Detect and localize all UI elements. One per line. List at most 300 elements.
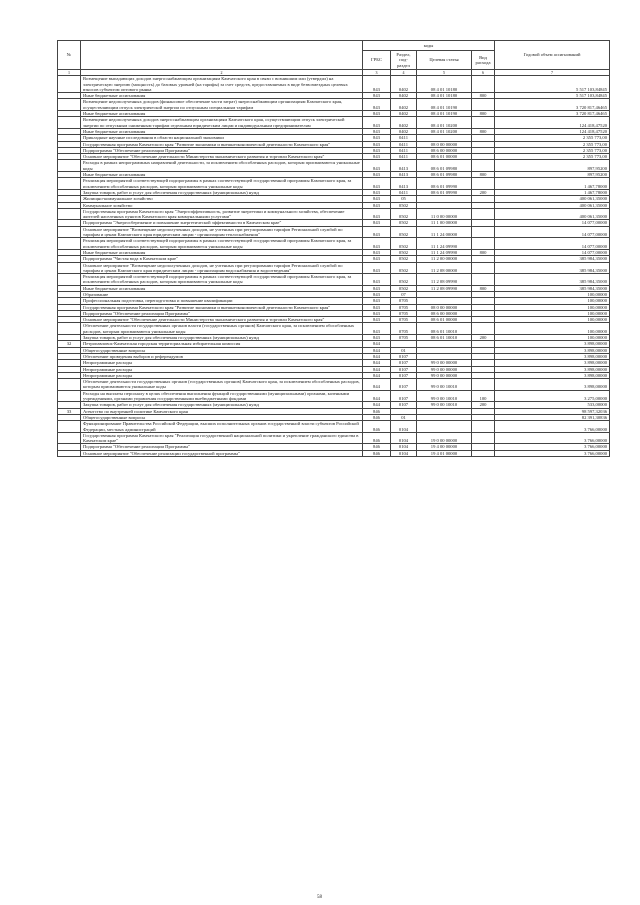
row-expense-type: [472, 208, 495, 220]
row-target-article: 11 0 00 00000: [417, 208, 472, 220]
row-name: Профессиональная подготовка, переподготовка и повышение квалификации: [81, 298, 363, 304]
row-name: Государственная программа Камчатского края "Энергоэффективность, развитие энергетики и коммунального хозяйства, обеспечение жителей населенных пунктов Камчатского края коммунальными услугами": [81, 208, 363, 220]
row-amount: 3 766,00000: [495, 450, 610, 456]
row-target-article: 08 4 01 10190: [417, 111, 472, 117]
row-grbs: 844: [363, 341, 391, 347]
table-row: [58, 238, 610, 250]
header-codes-group: коды: [363, 41, 495, 51]
row-grbs: 846: [363, 444, 391, 450]
row-amount: 385 984,35000: [495, 262, 610, 274]
row-target-article: 08 0 00 00000: [417, 304, 472, 310]
row-name: Непрограммные расходы: [81, 360, 363, 366]
row-name: Жилищно-коммунальное хозяйство: [81, 196, 363, 202]
row-amount: 1 467,78000: [495, 178, 610, 190]
row-section: 0411: [391, 135, 417, 141]
table-body: [58, 76, 610, 457]
row-grbs: 843: [363, 335, 391, 341]
row-expense-type: [472, 379, 495, 391]
row-target-article: 99 0 00 00000: [417, 360, 472, 366]
row-section: 0402: [391, 117, 417, 129]
row-section: 0411: [391, 141, 417, 147]
row-expense-type: 800: [472, 172, 495, 178]
row-target-article: 11 1 00 00000: [417, 220, 472, 226]
table-row: [58, 76, 610, 93]
row-grbs: 844: [363, 379, 391, 391]
row-grbs: 846: [363, 414, 391, 420]
row-name: Государственная программа Камчатского края "Развитие экономики и внешнеэкономической деятельности Камчатского края": [81, 141, 363, 147]
row-grbs: 844: [363, 347, 391, 353]
row-name: Расходы на выплаты персоналу в целях обеспечения выполнения функций государственными (муниципальными) органами, казенными учреждениями, органами управления государственными внебюджетными фондами: [81, 390, 363, 402]
row-target-article: 99 0 00 10010: [417, 390, 472, 402]
row-target-article: 19 4 01 00000: [417, 450, 472, 456]
row-number: [58, 390, 81, 402]
row-name: Реализация мероприятий соответствующей подпрограммы в рамках соответствующей государственной программы Камчатского края, за исключением обособленных расходов, которым присваиваются уникальные коды: [81, 238, 363, 250]
row-expense-type: 800: [472, 285, 495, 291]
row-grbs: 843: [363, 111, 391, 117]
header-num: №: [58, 41, 81, 70]
row-section: 0705: [391, 310, 417, 316]
row-name: Функционирование Правительства Российской Федерации, высших исполнительных органов государственной власти субъектов Российской Федерации, местных администраций: [81, 421, 363, 433]
row-grbs: 843: [363, 249, 391, 255]
row-name: Основное мероприятие "Обеспечение деятельности Министерства экономического развития и торговли Камчатского края": [81, 154, 363, 160]
row-amount: 3 720 817,46465: [495, 99, 610, 111]
row-name: Основное мероприятие "Обеспечение реализации государственной программы": [81, 450, 363, 456]
row-number: [58, 274, 81, 286]
row-amount: 3 898,00000: [495, 360, 610, 366]
row-amount: 100,00000: [495, 317, 610, 323]
row-name: Иные бюджетные ассигнования: [81, 111, 363, 117]
row-grbs: 843: [363, 154, 391, 160]
row-amount: 2 355 773,00: [495, 141, 610, 147]
row-name: Подпрограмма "Чистая вода в Камчатском крае": [81, 256, 363, 262]
row-grbs: 843: [363, 220, 391, 226]
row-section: 0107: [391, 379, 417, 391]
row-name: Государственная программа Камчатского края "Развитие экономики и внешнеэкономической деятельности Камчатского края": [81, 304, 363, 310]
row-amount: 3 720 817,46465: [495, 111, 610, 117]
row-number: [58, 117, 81, 129]
row-number: [58, 450, 81, 456]
row-amount: 5 517 103,84845: [495, 93, 610, 99]
row-target-article: 19 4 00 00000: [417, 444, 472, 450]
row-grbs: 843: [363, 256, 391, 262]
row-target-article: 08 0 00 00000: [417, 141, 472, 147]
row-target-article: 08 4 01 10180: [417, 76, 472, 93]
row-name: Реализация мероприятий соответствующей подпрограммы в рамках соответствующей государственной программы Камчатского края, за исключением обособленных расходов, которым присваиваются уникальные коды: [81, 178, 363, 190]
row-name: Прикладные научные исследования в области национальной экономики: [81, 135, 363, 141]
row-name: Основное мероприятие "Возмещение недополученных доходов, не учтенных при регулировании тарифов Региональной службой по тарифам и ценам Камчатского края юридическим лицам - организациям водоснабжения и водоотведения": [81, 262, 363, 274]
row-name: Реализация мероприятий соответствующей подпрограммы в рамках соответствующей государственной программы Камчатского края, за исключением обособленных расходов, которым присваиваются уникальные коды: [81, 274, 363, 286]
budget-table-sheet: [57, 40, 609, 457]
row-name: Обеспечение деятельности государственных органов (государственных органов) Камчатского края, за исключением обособленных расходов, которым присваиваются уникальные коды: [81, 379, 363, 391]
row-target-article: 08 4 01 10200: [417, 128, 472, 134]
row-expense-type: [472, 117, 495, 129]
row-expense-type: [472, 323, 495, 335]
row-section: 0413: [391, 178, 417, 190]
row-target-article: 11 2 08 09990: [417, 274, 472, 286]
row-target-article: 11 2 08 09990: [417, 285, 472, 291]
row-expense-type: 200: [472, 189, 495, 195]
row-amount: 400 061,35000: [495, 208, 610, 220]
row-name: Петропавловск-Камчатская городская территориальная избирательная комиссия: [81, 341, 363, 347]
row-amount: 82 391,30836: [495, 414, 610, 420]
row-name: Подпрограмма "Обеспечение реализации Программы": [81, 147, 363, 153]
row-target-article: 08 6 01 00000: [417, 317, 472, 323]
row-section: 0107: [391, 372, 417, 378]
row-amount: 14 077,00000: [495, 220, 610, 226]
row-grbs: 843: [363, 117, 391, 129]
row-section: 01: [391, 347, 417, 353]
row-target-article: 99 0 00 10010: [417, 379, 472, 391]
row-amount: 14 077,00000: [495, 249, 610, 255]
header-target: Целевая статья: [417, 51, 472, 70]
row-amount: 3 766,00000: [495, 421, 610, 433]
header-index: 1: [58, 70, 81, 76]
row-target-article: 08 4 01 10180: [417, 93, 472, 99]
row-amount: 124 418,47520: [495, 128, 610, 134]
row-section: 0502: [391, 202, 417, 208]
row-section: 0402: [391, 111, 417, 117]
row-amount: 14 077,00000: [495, 238, 610, 250]
row-grbs: 843: [363, 202, 391, 208]
row-grbs: 843: [363, 310, 391, 316]
header-index: 7: [495, 70, 610, 76]
row-amount: 100,00000: [495, 304, 610, 310]
row-amount: 14 077,00000: [495, 226, 610, 238]
row-target-article: 08 6 01 10010: [417, 335, 472, 341]
row-grbs: 843: [363, 141, 391, 147]
row-grbs: 843: [363, 226, 391, 238]
row-section: 0107: [391, 360, 417, 366]
row-amount: 5 517 103,84845: [495, 76, 610, 93]
row-target-article: 11 2 08 00000: [417, 262, 472, 274]
row-grbs: 843: [363, 285, 391, 291]
row-section: 0402: [391, 128, 417, 134]
row-expense-type: [472, 76, 495, 93]
row-grbs: 843: [363, 178, 391, 190]
row-section: 0402: [391, 99, 417, 111]
row-expense-type: 800: [472, 249, 495, 255]
row-number: [58, 421, 81, 433]
row-name: Общегосударственные вопросы: [81, 347, 363, 353]
row-amount: 385 984,35000: [495, 285, 610, 291]
row-amount: 533,00000: [495, 402, 610, 408]
row-name: Иные бюджетные ассигнования: [81, 172, 363, 178]
row-amount: 897,95200: [495, 160, 610, 172]
row-grbs: 846: [363, 421, 391, 433]
row-grbs: 844: [363, 360, 391, 366]
row-section: 0104: [391, 421, 417, 433]
row-number: [58, 432, 81, 444]
row-expense-type: [472, 99, 495, 111]
row-grbs: 846: [363, 408, 391, 414]
row-name: Возмещение недополученных доходов (финансовое обеспечение части затрат) энергоснабжающим организациям Камчатского края, осуществляющим отпуск электрической энергии по отпускным специальным тарифам: [81, 99, 363, 111]
row-section: 0502: [391, 274, 417, 286]
row-expense-type: 100: [472, 390, 495, 402]
row-name: Агентство по внутренней политике Камчатского края: [81, 408, 363, 414]
row-section: 0104: [391, 432, 417, 444]
table-row: [58, 432, 610, 444]
row-grbs: 844: [363, 353, 391, 359]
row-grbs: 843: [363, 189, 391, 195]
table-row: [58, 450, 610, 456]
row-name: Закупка товаров, работ и услуг для обеспечения государственных (муниципальных) нужд: [81, 402, 363, 408]
row-name: Непрограммные расходы: [81, 372, 363, 378]
row-section: 0705: [391, 298, 417, 304]
row-number: [58, 262, 81, 274]
row-amount: 100,00000: [495, 335, 610, 341]
row-target-article: 08 6 01 09990: [417, 178, 472, 190]
row-amount: 98 597,32036: [495, 408, 610, 414]
row-number: [58, 208, 81, 220]
row-target-article: 99 0 00 10010: [417, 402, 472, 408]
row-grbs: 843: [363, 274, 391, 286]
row-name: Подпрограмма "Энергосбережение и повышение энергетической эффективности в Камчатском крае": [81, 220, 363, 226]
row-amount: 3 898,00000: [495, 366, 610, 372]
row-name: Коммунальное хозяйство: [81, 202, 363, 208]
row-grbs: 843: [363, 298, 391, 304]
row-name: Иные бюджетные ассигнования: [81, 128, 363, 134]
row-target-article: 11 1 24 09990: [417, 238, 472, 250]
table-row: [58, 274, 610, 286]
row-amount: 3 898,00000: [495, 347, 610, 353]
row-number: 32: [58, 341, 81, 347]
row-section: 0107: [391, 366, 417, 372]
header-amount: Годовой объем ассигнований: [495, 41, 610, 70]
row-target-article: 11 1 24 00000: [417, 226, 472, 238]
row-amount: 124 418,47520: [495, 117, 610, 129]
row-target-article: 08 6 00 00000: [417, 310, 472, 316]
budget-table: [57, 40, 610, 457]
row-name: Общегосударственные вопросы: [81, 414, 363, 420]
table-row: [58, 262, 610, 274]
table-row: [58, 390, 610, 402]
row-name: Подпрограмма "Обеспечение реализации Программы": [81, 310, 363, 316]
row-name: Государственная программа Камчатского края "Реализация государственной национальной политики и укрепление гражданского единства в Камчатском крае": [81, 432, 363, 444]
row-target-article: 08 6 01 10010: [417, 323, 472, 335]
row-section: 0502: [391, 226, 417, 238]
row-expense-type: 800: [472, 111, 495, 117]
row-amount: 3 275,00000: [495, 390, 610, 402]
header-name: [81, 41, 363, 70]
row-section: 0402: [391, 93, 417, 99]
row-name: Иные бюджетные ассигнования: [81, 93, 363, 99]
row-amount: 385 984,35000: [495, 274, 610, 286]
row-expense-type: [472, 226, 495, 238]
row-number: [58, 160, 81, 172]
row-grbs: 844: [363, 402, 391, 408]
table-row: [58, 160, 610, 172]
header-index: 2: [81, 70, 363, 76]
row-target-article: 19 0 00 00000: [417, 432, 472, 444]
row-expense-type: [472, 274, 495, 286]
row-grbs: 843: [363, 208, 391, 220]
header-exp-type: Вид расхода: [472, 51, 495, 70]
row-section: 0402: [391, 76, 417, 93]
header-index: 4: [391, 70, 417, 76]
row-target-article: 11 1 24 09990: [417, 249, 472, 255]
row-expense-type: [472, 238, 495, 250]
row-section: 0502: [391, 285, 417, 291]
table-row: [58, 421, 610, 433]
row-section: 07: [391, 291, 417, 297]
row-grbs: 844: [363, 372, 391, 378]
row-target-article: 99 0 00 00000: [417, 366, 472, 372]
table-row: [58, 379, 610, 391]
row-amount: 100,00000: [495, 310, 610, 316]
row-expense-type: [472, 450, 495, 456]
row-expense-type: [472, 432, 495, 444]
header-index: 5: [417, 70, 472, 76]
row-number: [58, 238, 81, 250]
row-name: Обеспечение деятельности государственных органов власти (государственных органов) Камчатского края, за исключением обособленных расходов, которым присваиваются уникальные коды: [81, 323, 363, 335]
row-number: [58, 379, 81, 391]
table-row: [58, 99, 610, 111]
row-amount: 2 355 773,00: [495, 154, 610, 160]
table-row: [58, 117, 610, 129]
row-name: Закупка товаров, работ и услуг для обеспечения государственных (муниципальных) нужд: [81, 189, 363, 195]
row-expense-type: [472, 421, 495, 433]
row-amount: 400 061,35000: [495, 202, 610, 208]
header-grbs: ГРБС: [363, 51, 391, 70]
table-row: [58, 323, 610, 335]
row-section: 05: [391, 196, 417, 202]
row-section: 0104: [391, 444, 417, 450]
row-section: 01: [391, 414, 417, 420]
row-section: 0411: [391, 154, 417, 160]
row-section: 0502: [391, 220, 417, 226]
row-grbs: 843: [363, 317, 391, 323]
row-amount: 385 984,35000: [495, 256, 610, 262]
row-amount: 100,00000: [495, 291, 610, 297]
row-grbs: 843: [363, 262, 391, 274]
row-name: Образование: [81, 291, 363, 297]
row-section: 0104: [391, 450, 417, 456]
row-target-article: 08 6 01 09980: [417, 160, 472, 172]
row-name: Обеспечение проведения выборов и референдумов: [81, 353, 363, 359]
row-grbs: 846: [363, 450, 391, 456]
row-section: 0411: [391, 189, 417, 195]
row-expense-type: [472, 160, 495, 172]
row-section: 0705: [391, 335, 417, 341]
row-name: Возмещение выпадающих доходов энергоснабжающим организациям Камчатского края в связи с возникшим или (утвердил) на электрическую энергию (мощность) до базовых уровней (на тарифы) за счет средств, предоставляемых в виде безвозмездных целевых взносов субъектом оптового рынка: [81, 76, 363, 93]
row-name: Возмещение недополученных доходов энергоснабжающим организациям Камчатского края, осуществляющим отпуск электрической энергии по отпускным сниженным тарифам отдельным юридическим лицам и индивидуальным предпринимателям: [81, 117, 363, 129]
row-target-article: 08 6 01 00000: [417, 154, 472, 160]
header-section: Раздел, под-раздел: [391, 51, 417, 70]
row-grbs: 843: [363, 196, 391, 202]
row-grbs: 846: [363, 432, 391, 444]
row-amount: 3 766,00000: [495, 432, 610, 444]
row-number: [58, 76, 81, 93]
row-section: 0107: [391, 402, 417, 408]
row-grbs: 843: [363, 160, 391, 172]
row-amount: 3 898,00000: [495, 379, 610, 391]
row-expense-type: [472, 262, 495, 274]
row-grbs: 843: [363, 238, 391, 250]
row-grbs: 844: [363, 366, 391, 372]
row-name: Основное мероприятие "Возмещение недополученных доходов, не учтенных при регулировании тарифов Региональной службой по тарифам и ценам Камчатского края юридическим лицам - организациям теплоснабжения": [81, 226, 363, 238]
row-target-article: 08 4 01 10200: [417, 117, 472, 129]
row-amount: 1 467,78000: [495, 189, 610, 195]
row-amount: 2 355 773,00: [495, 135, 610, 141]
row-section: 0502: [391, 238, 417, 250]
row-number: [58, 178, 81, 190]
header-index: 6: [472, 70, 495, 76]
row-number: 33: [58, 408, 81, 414]
table-row: [58, 178, 610, 190]
row-section: 0411: [391, 147, 417, 153]
row-expense-type: 200: [472, 335, 495, 341]
row-number: [58, 226, 81, 238]
row-amount: 897,95200: [495, 172, 610, 178]
row-amount: 100,00000: [495, 298, 610, 304]
row-expense-type: 200: [472, 402, 495, 408]
row-expense-type: [472, 178, 495, 190]
row-section: 0502: [391, 249, 417, 255]
header-index: 3: [363, 70, 391, 76]
row-section: 0413: [391, 172, 417, 178]
page-number: 58: [317, 895, 322, 900]
row-target-article: 99 0 00 00000: [417, 372, 472, 378]
row-section: 0705: [391, 323, 417, 335]
row-amount: 100,00000: [495, 323, 610, 335]
row-section: 0705: [391, 304, 417, 310]
row-section: 0705: [391, 317, 417, 323]
row-grbs: 843: [363, 93, 391, 99]
row-amount: 3 898,00000: [495, 372, 610, 378]
row-name: Основное мероприятие "Обеспечение деятельности Министерства экономического развития и торговли Камчатского края": [81, 317, 363, 323]
row-name: Иные бюджетные ассигнования: [81, 249, 363, 255]
table-row: [58, 226, 610, 238]
row-section: 0502: [391, 262, 417, 274]
row-expense-type: 800: [472, 93, 495, 99]
row-name: Подпрограмма "Обеспечение реализации Программы": [81, 444, 363, 450]
row-section: 0413: [391, 160, 417, 172]
table-row: [58, 208, 610, 220]
row-amount: 400 061,35000: [495, 196, 610, 202]
row-name: Иные бюджетные ассигнования: [81, 285, 363, 291]
row-amount: 3 766,00000: [495, 444, 610, 450]
row-grbs: 843: [363, 76, 391, 93]
row-expense-type: 800: [472, 128, 495, 134]
row-number: [58, 99, 81, 111]
row-name: Закупка товаров, работ и услуг для обеспечения государственных (муниципальных) нужд: [81, 335, 363, 341]
row-grbs: 843: [363, 99, 391, 111]
row-grbs: 843: [363, 304, 391, 310]
row-grbs: 843: [363, 128, 391, 134]
row-grbs: 843: [363, 291, 391, 297]
row-grbs: 843: [363, 135, 391, 141]
row-target-article: [417, 421, 472, 433]
row-name: Непрограммные расходы: [81, 366, 363, 372]
row-grbs: 843: [363, 147, 391, 153]
row-amount: 2 355 773,00: [495, 147, 610, 153]
row-number: [58, 323, 81, 335]
row-target-article: 08 4 01 10190: [417, 99, 472, 111]
row-amount: 3 898,00000: [495, 341, 610, 347]
row-section: 0502: [391, 208, 417, 220]
row-amount: 3 898,00000: [495, 353, 610, 359]
row-target-article: 08 6 01 09990: [417, 189, 472, 195]
row-grbs: 844: [363, 390, 391, 402]
row-section: 0107: [391, 390, 417, 402]
row-name: Расходы в рамках непрограммных направлений деятельности, за исключением обособленных расходов, которым присваиваются уникальные коды: [81, 160, 363, 172]
row-section: 0107: [391, 353, 417, 359]
row-target-article: 08 6 00 00000: [417, 147, 472, 153]
row-grbs: 843: [363, 323, 391, 335]
row-section: 0502: [391, 256, 417, 262]
row-target-article: 11 2 00 00000: [417, 256, 472, 262]
row-grbs: 843: [363, 172, 391, 178]
